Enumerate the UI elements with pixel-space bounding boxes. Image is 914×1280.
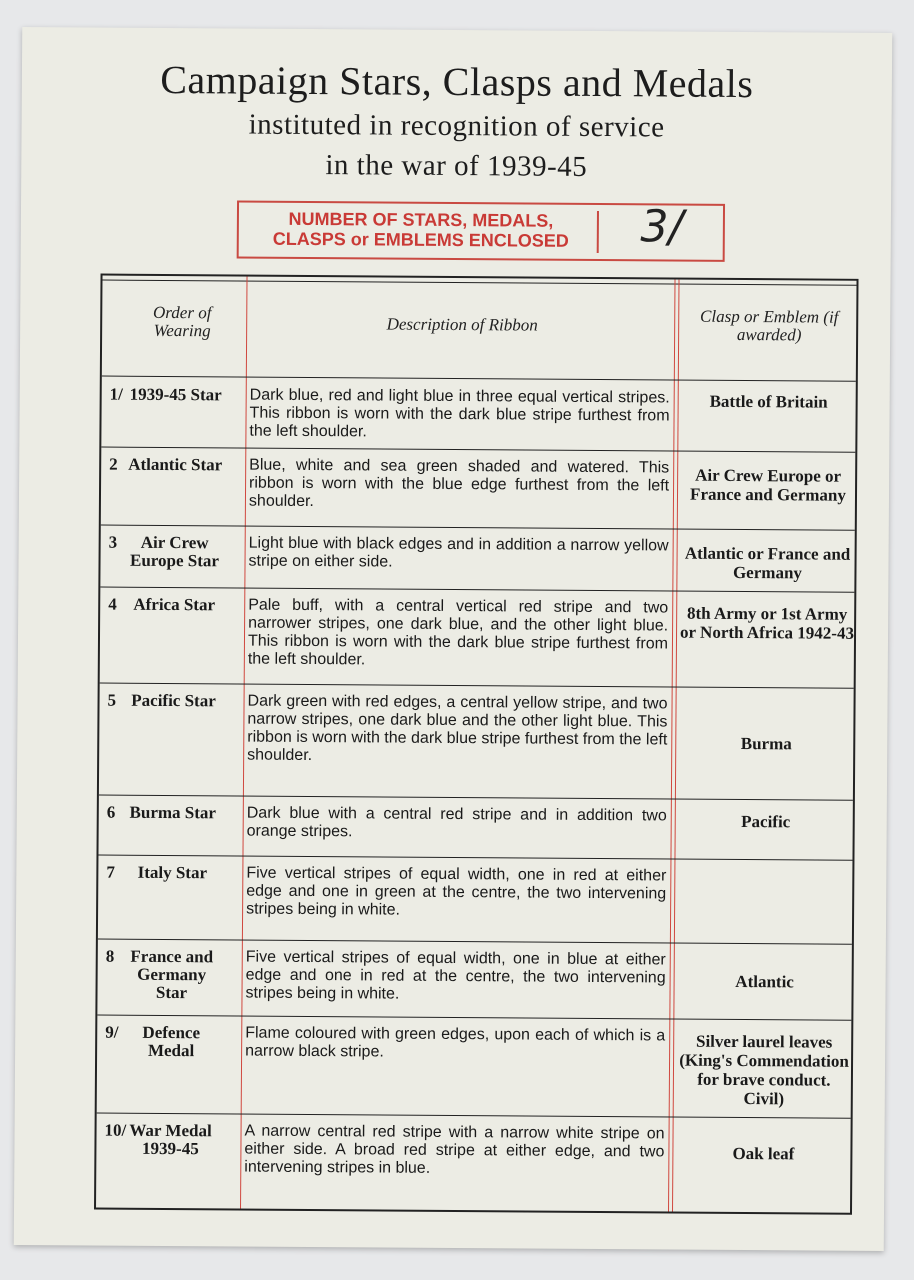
order-cell: [101, 1120, 231, 1159]
header-description: Description of Ribbon: [386, 314, 538, 335]
award-name: War Medal 1939-45: [129, 1120, 212, 1159]
medals-table: [94, 274, 859, 1215]
award-name: Air Crew Europe Star: [129, 532, 220, 571]
table-row: [101, 378, 855, 453]
ribbon-description: Five vertical stripes of equal width, one in red at either edge and one in green at the centre, the two intervening stripes being in white.: [246, 864, 667, 919]
table-row: [101, 448, 856, 531]
table-row: [98, 796, 852, 861]
subtitle-line-2: in the war of 1939-45: [325, 149, 588, 183]
award-name: Pacific Star: [131, 690, 216, 711]
order-number: 4: [108, 594, 117, 614]
table-row: [99, 684, 854, 801]
clasp-or-emblem: Battle of Britain: [709, 391, 828, 412]
order-number: 9/: [105, 1022, 119, 1042]
order-number: 3: [108, 532, 118, 552]
award-name: France and Germany Star: [130, 946, 214, 1003]
clasp-or-emblem: Atlantic or France and Germany: [684, 543, 851, 583]
ribbon-description: Flame coloured with green edges, upon each of which is a narrow black stripe.: [245, 1024, 666, 1061]
table-row: [98, 856, 853, 945]
header-order: Order of Wearing: [153, 302, 212, 341]
ribbon-description: Pale buff, with a central vertical red stripe and two narrower stripes, one dark blue, and the other light blue. This ribbon is worn with the dark blue stripe furthest from the left shoulder.: [247, 596, 669, 669]
award-name: 1939-45 Star: [129, 384, 222, 405]
order-number: 5: [107, 690, 117, 710]
table-header: [102, 284, 857, 382]
clasp-or-emblem: Silver laurel leaves (King's Commendation for brave conduct. Civil): [679, 1031, 849, 1109]
table-row: [97, 940, 852, 1021]
page-title: Campaign Stars, Clasps and Medals: [160, 56, 754, 107]
order-cell: [105, 454, 235, 475]
clasp-or-emblem: Atlantic: [735, 971, 794, 992]
enclosed-count-box: [237, 200, 725, 261]
title-block: [21, 55, 892, 189]
clasp-or-emblem: [676, 860, 854, 861]
clasp-or-emblem: Air Crew Europe or France and Germany: [690, 465, 846, 505]
order-cell: [102, 946, 232, 1003]
order-cell: [104, 594, 234, 615]
award-name: Africa Star: [133, 594, 216, 615]
order-number: 7: [106, 862, 115, 882]
ribbon-description: Dark blue, red and light blue in three equal vertical stripes. This ribbon is worn with the dark blue stripe furthest from the left shoulder.: [249, 386, 670, 441]
order-cell: [106, 384, 236, 405]
ribbon-description: Dark green with red edges, a central yellow stripe, and two narrow stripes, one dark blue and the other light blue. This ribbon is worn with the dark blue stripe furthest from the left shoulder.: [247, 692, 668, 765]
award-name: Defence Medal: [142, 1022, 201, 1061]
ribbon-description: Light blue with black edges and in addition a narrow yellow stripe on either side.: [248, 534, 669, 571]
order-number: 10/: [104, 1120, 127, 1140]
order-number: 6: [106, 802, 116, 822]
order-number: 2: [109, 454, 118, 474]
ribbon-description: Five vertical stripes of equal width, one in blue at either edge and one in red at the centre, the two intervening stripes being in white.: [245, 948, 666, 1003]
table-row: [100, 588, 855, 689]
ribbon-description: Dark blue with a central red stripe and in addition two orange stripes.: [246, 804, 667, 841]
clasp-or-emblem: Pacific: [741, 812, 791, 832]
clasp-or-emblem: Oak leaf: [732, 1143, 795, 1164]
enclosed-count-handwritten: 3/: [640, 201, 684, 253]
ribbon-description: Blue, white and sea green shaded and watered. This ribbon is worn with the blue edge furthest from the left shoulder.: [248, 456, 670, 511]
subtitle-line-1: instituted in recognition of service: [248, 108, 665, 144]
header-clasp: Clasp or Emblem (if awarded): [700, 306, 839, 345]
award-name: Burma Star: [129, 802, 217, 823]
enclosed-label: NUMBER OF STARS, MEDALS, CLASPS or EMBLEMS ENCLOSED: [272, 208, 569, 251]
order-cell: [102, 862, 232, 883]
award-name: Italy Star: [137, 862, 208, 883]
clasp-or-emblem: 8th Army or 1st Army or North Africa 1942-43: [680, 603, 855, 643]
order-number: 8: [105, 946, 115, 966]
clasp-or-emblem: Burma: [740, 734, 792, 754]
order-cell: [103, 802, 233, 823]
enclosed-divider: [597, 211, 599, 253]
table-row: [97, 1016, 852, 1119]
document-sheet: [14, 27, 892, 1251]
ribbon-description: A narrow central red stripe with a narrow white stripe on either side. A broad red stripe at either edge, and two intervening stripes in blue.: [244, 1122, 665, 1177]
order-cell: [105, 532, 235, 571]
award-name: Atlantic Star: [128, 454, 223, 475]
order-number: 1/: [109, 384, 124, 404]
table-row: [100, 526, 854, 593]
order-cell: [104, 690, 234, 711]
order-cell: [101, 1022, 231, 1061]
table-row: [96, 1114, 851, 1215]
